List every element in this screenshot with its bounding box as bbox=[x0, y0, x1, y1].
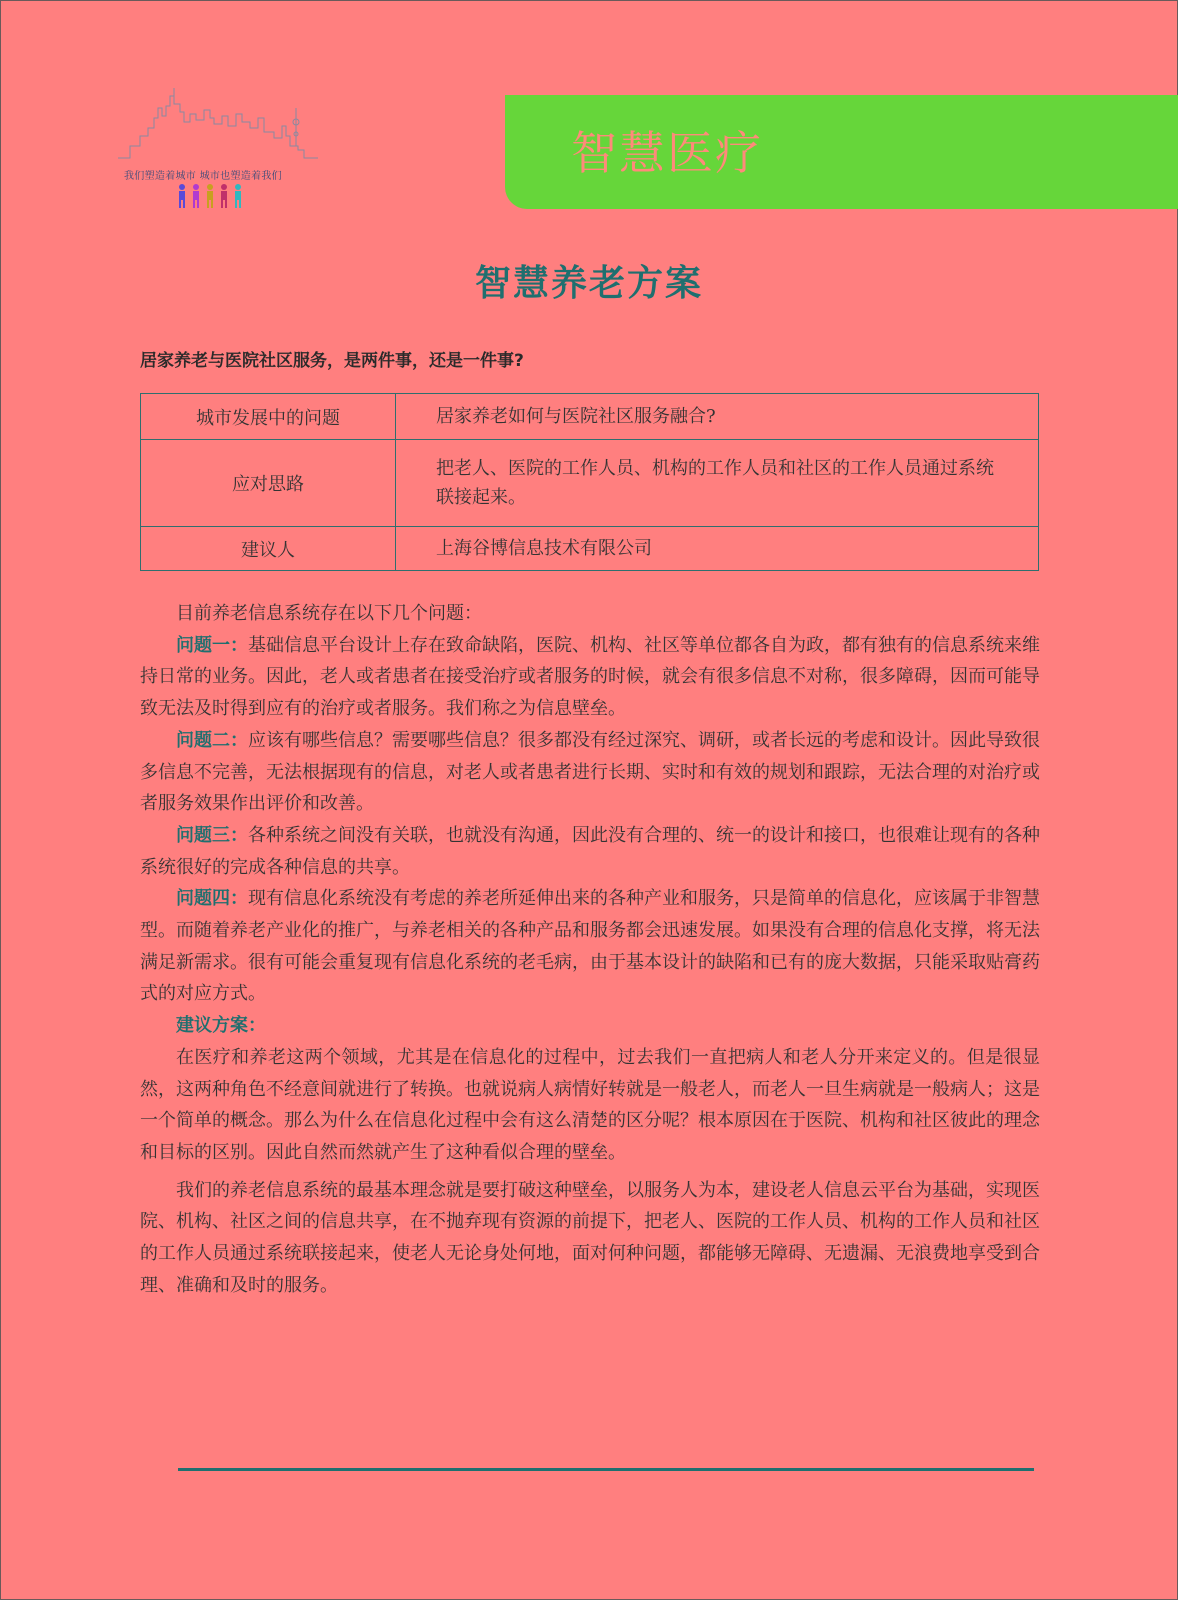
issue-paragraph bbox=[140, 820, 1040, 883]
people-icon bbox=[176, 183, 256, 213]
table-key: 应对思路 bbox=[141, 440, 396, 527]
issue-label: 问题三： bbox=[176, 824, 248, 846]
page-title: 智慧养老方案 bbox=[474, 263, 703, 304]
proposal-label: 建议方案： bbox=[176, 1015, 266, 1037]
issue-label: 问题二： bbox=[176, 729, 248, 751]
logo-slogan: 我们塑造着城市 城市也塑造着我们 bbox=[124, 171, 282, 182]
table-value: 上海谷博信息技术有限公司 bbox=[396, 527, 1039, 571]
proposal-heading bbox=[140, 1010, 1040, 1042]
skyline-icon bbox=[118, 88, 328, 168]
issue-label: 问题一： bbox=[176, 634, 248, 656]
table-value: 把老人、医院的工作人员、机构的工作人员和社区的工作人员通过系统联接起来。 bbox=[396, 440, 1039, 527]
issue-text: 应该有哪些信息？需要哪些信息？很多都没有经过深究、调研，或者长远的考虑和设计。因此导致很多信息不完善，无法根据现有的信息，对老人或者患者进行长期、实时和有效的规划和跟踪，无法合理的对治疗或者服务效果作出评价和改善。 bbox=[140, 729, 1040, 815]
table-value: 居家养老如何与医院社区服务融合? bbox=[396, 394, 1039, 440]
issue-text: 各种系统之间没有关联，也就没有沟通，因此没有合理的、统一的设计和接口，也很难让现有的各种系统很好的完成各种信息的共享。 bbox=[140, 824, 1040, 878]
issue-text: 现有信息化系统没有考虑的养老所延伸出来的各种产业和服务，只是简单的信息化，应该属于非智慧型。而随着养老产业化的推广，与养老相关的各种产品和服务都会迅速发展。如果没有合理的信息化支撑，将无法满足新需求。很有可能会重复现有信息化系统的老毛病，由于基本设计的缺陷和已有的庞大数据，只能采取贴膏药式的对应方式。 bbox=[140, 888, 1040, 1005]
intro-paragraph: 目前养老信息系统存在以下几个问题： bbox=[176, 603, 482, 624]
category-title: 智慧医疗 bbox=[571, 126, 763, 180]
footer-divider bbox=[178, 1468, 1034, 1471]
table-row bbox=[141, 394, 1039, 440]
lead-question: 居家养老与医院社区服务，是两件事，还是一件事? bbox=[140, 351, 524, 371]
issue-label: 问题四： bbox=[176, 888, 248, 910]
proposal-paragraph: 我们的养老信息系统的最基本理念就是要打破这种壁垒，以服务人为本，建设老人信息云平台为基础，实现医院、机构、社区之间的信息共享，在不抛弃现有资源的前提下，把老人、医院的工作人员、机构的工作人员和社区的工作人员通过系统联接起来，使老人无论身处何地，面对何种问题，都能够无障碍、无遗漏、无浪费地享受到合理、准确和及时的服务。 bbox=[140, 1179, 1040, 1296]
article-body bbox=[140, 598, 1040, 1301]
issue-paragraph bbox=[140, 630, 1040, 725]
issue-paragraph bbox=[140, 883, 1040, 1010]
issue-text: 基础信息平台设计上存在致命缺陷，医院、机构、社区等单位都各自为政，都有独有的信息系统来维持日常的业务。因此，老人或者患者在接受治疗或者服务的时候，就会有很多信息不对称，很多障碍，因而可能导致无法及时得到应有的治疗或者服务。我们称之为信息壁垒。 bbox=[140, 634, 1040, 720]
table-row bbox=[141, 440, 1039, 527]
issue-paragraph bbox=[140, 725, 1040, 820]
table-key: 建议人 bbox=[141, 527, 396, 571]
category-banner bbox=[505, 95, 1178, 209]
table-row bbox=[141, 527, 1039, 571]
info-table bbox=[140, 393, 1039, 571]
proposal-paragraph: 在医疗和养老这两个领域，尤其是在信息化的过程中，过去我们一直把病人和老人分开来定义的。但是很显然，这两种角色不经意间就进行了转换。也就说病人病情好转就是一般老人，而老人一旦生病就是一般病人；这是一个简单的概念。那么为什么在信息化过程中会有这么清楚的区分呢？根本原因在于医院、机构和社区彼此的理念和目标的区别。因此自然而然就产生了这种看似合理的壁垒。 bbox=[140, 1046, 1040, 1163]
table-key: 城市发展中的问题 bbox=[141, 394, 396, 440]
